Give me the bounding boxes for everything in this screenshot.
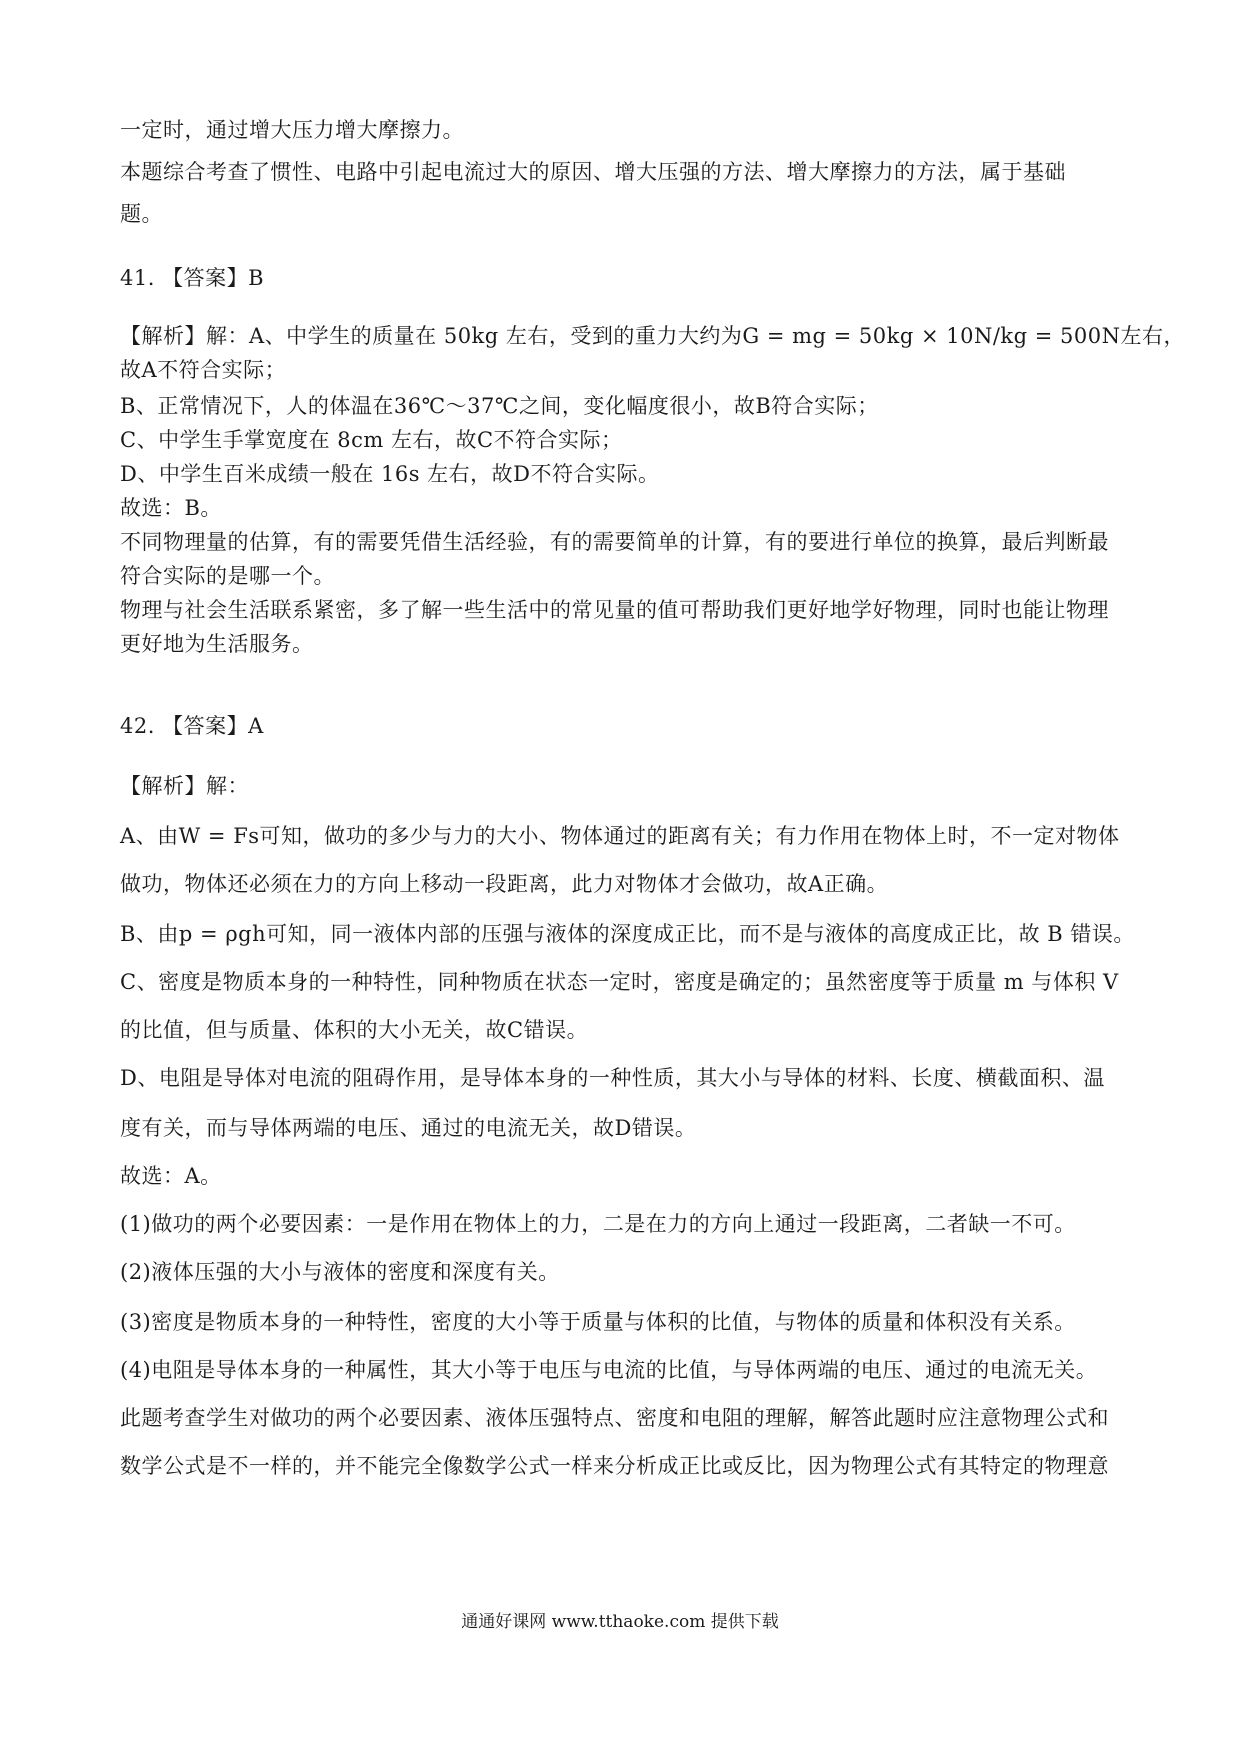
text-line: C、密度是物质本身的一种特性，同种物质在状态一定时，密度是确定的；虽然密度等于质量 m 与体积 V xyxy=(120,970,1119,994)
text-line: 数学公式是不一样的，并不能完全像数学公式一样来分析成正比或反比，因为物理公式有其特定的物理意 xyxy=(120,1454,1109,1478)
answer-header-41: 41. 【答案】B xyxy=(120,266,265,290)
text-line: 题。 xyxy=(120,202,163,226)
text-line: 更好地为生活服务。 xyxy=(120,632,314,656)
text-line: 【解析】解：A、中学生的质量在 50kg 左右，受到的重力大约为G = mg = 50kg × 10N/kg = 500N左右， xyxy=(120,324,1186,348)
text-line: D、中学生百米成绩一般在 16s 左右，故D不符合实际。 xyxy=(120,462,660,486)
page-footer: 通通好课网 www.tthaoke.com 提供下载 xyxy=(461,1612,779,1632)
text-line: (2)液体压强的大小与液体的密度和深度有关。 xyxy=(120,1260,560,1284)
text-line: 做功，物体还必须在力的方向上移动一段距离，此力对物体才会做功，故A正确。 xyxy=(120,872,889,896)
answer-header-42: 42. 【答案】A xyxy=(120,714,264,738)
text-line: A、由W = Fs可知，做功的多少与力的大小、物体通过的距离有关；有力作用在物体上时，不一定对物体 xyxy=(120,824,1120,848)
text-line: (3)密度是物质本身的一种特性，密度的大小等于质量与体积的比值，与物体的质量和体积没有关系。 xyxy=(120,1310,1076,1334)
text-line: 故选：B。 xyxy=(120,496,222,520)
text-line: C、中学生手掌宽度在 8cm 左右，故C不符合实际； xyxy=(120,428,623,452)
text-line: 【解析】解： xyxy=(120,774,249,798)
text-line: 此题考查学生对做功的两个必要因素、液体压强特点、密度和电阻的理解，解答此题时应注意物理公式和 xyxy=(120,1406,1109,1430)
text-line: 符合实际的是哪一个。 xyxy=(120,564,335,588)
text-line: D、电阻是导体对电流的阻碍作用，是导体本身的一种性质，其大小与导体的材料、长度、横截面积、温 xyxy=(120,1066,1105,1090)
text-line: (1)做功的两个必要因素：一是作用在物体上的力，二是在力的方向上通过一段距离，二者缺一不可。 xyxy=(120,1212,1076,1236)
text-line: (4)电阻是导体本身的一种属性，其大小等于电压与电流的比值，与导体两端的电压、通过的电流无关。 xyxy=(120,1358,1098,1382)
text-line: 故选：A。 xyxy=(120,1164,222,1188)
text-line: B、正常情况下，人的体温在36℃～37℃之间，变化幅度很小，故B符合实际； xyxy=(120,394,879,418)
text-line: 一定时，通过增大压力增大摩擦力。 xyxy=(120,118,464,142)
text-line: B、由p = ρgh可知，同一液体内部的压强与液体的深度成正比，而不是与液体的高度成正比，故 B 错误。 xyxy=(120,922,1135,946)
text-line: 的比值，但与质量、体积的大小无关，故C错误。 xyxy=(120,1018,589,1042)
text-line: 度有关，而与导体两端的电压、通过的电流无关，故D错误。 xyxy=(120,1116,697,1140)
text-line: 物理与社会生活联系紧密，多了解一些生活中的常见量的值可帮助我们更好地学好物理，同时也能让物理 xyxy=(120,598,1109,622)
text-line: 不同物理量的估算，有的需要凭借生活经验，有的需要简单的计算，有的要进行单位的换算，最后判断最 xyxy=(120,530,1109,554)
text-line: 故A不符合实际； xyxy=(120,358,287,382)
text-line: 本题综合考查了惯性、电路中引起电流过大的原因、增大压强的方法、增大摩擦力的方法，属于基础 xyxy=(120,160,1066,184)
